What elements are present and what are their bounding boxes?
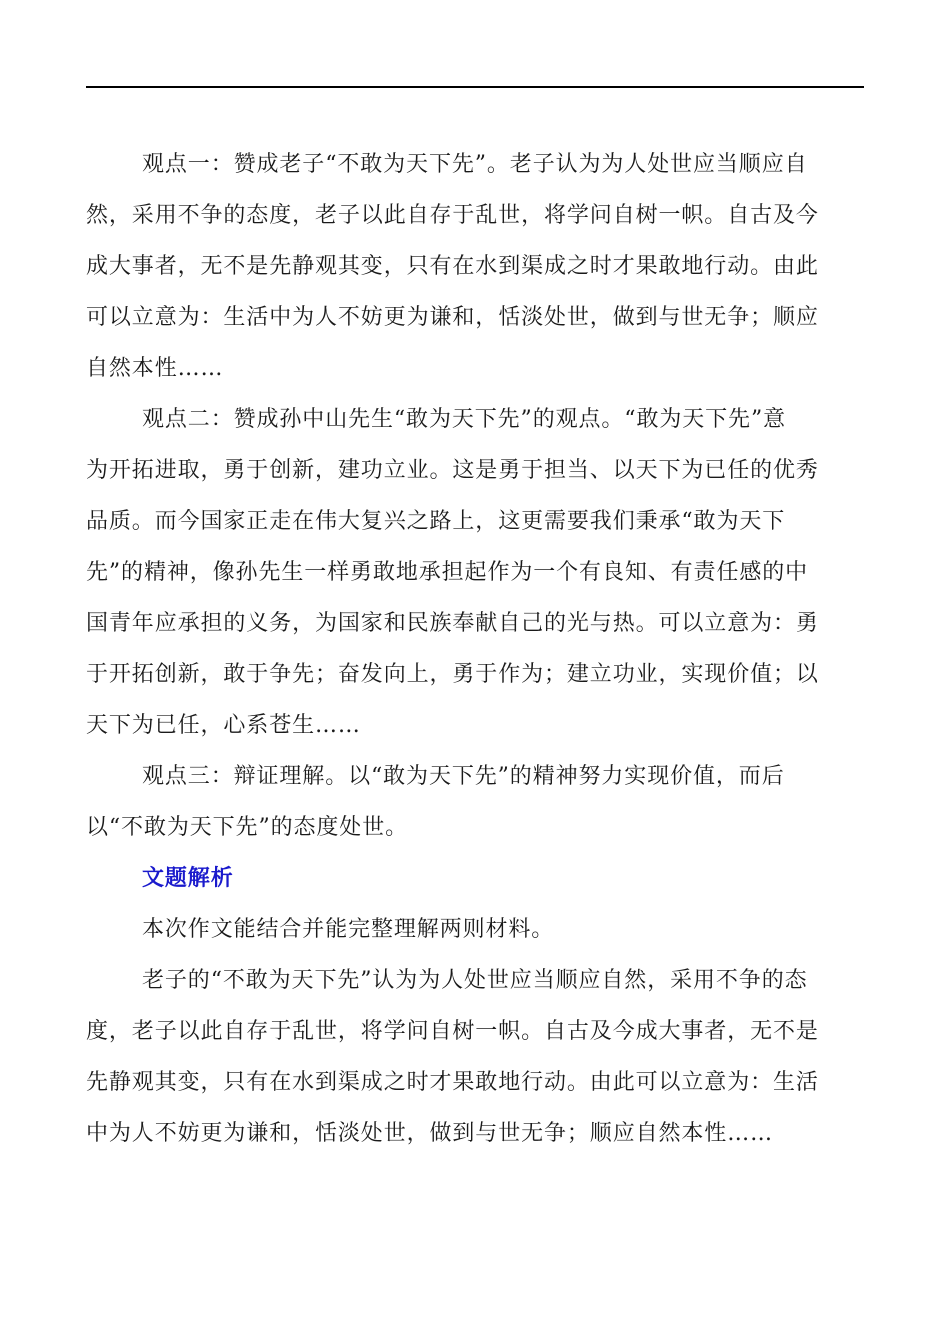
paragraph-line: 然，采用不争的态度，老子以此自存于乱世，将学问自树一帜。自古及今	[86, 203, 819, 228]
paragraph-line: 以“不敢为天下先”的态度处世。	[86, 815, 408, 840]
paragraph-line: 先”的精神，像孙先生一样勇敢地承担起作为一个有良知、有责任感的中	[86, 560, 809, 585]
paragraph-line: 中为人不妨更为谦和，恬淡处世，做到与世无争；顺应自然本性……	[86, 1121, 774, 1146]
paragraph-line: 观点三：辩证理解。以“敢为天下先”的精神努力实现价值，而后	[142, 764, 785, 789]
paragraph-line: 本次作文能结合并能完整理解两则材料。	[142, 917, 555, 942]
paragraph-line: 度，老子以此自存于乱世，将学问自树一帜。自古及今成大事者，无不是	[86, 1019, 819, 1044]
header-rule	[86, 86, 864, 88]
paragraph-line: 观点一：赞成老子“不敢为天下先”。老子认为为人处世应当顺应自	[142, 152, 808, 177]
paragraph-line: 于开拓创新，敢于争先；奋发向上，勇于作为；建立功业，实现价值；以	[86, 662, 819, 687]
section-heading: 文题解析	[142, 866, 234, 891]
paragraph-line: 观点二：赞成孙中山先生“敢为天下先”的观点。“敢为天下先”意	[142, 407, 786, 432]
paragraph-line: 老子的“不敢为天下先”认为为人处世应当顺应自然，采用不争的态	[142, 968, 808, 993]
paragraph-line: 自然本性……	[86, 356, 224, 381]
paragraph-line: 为开拓进取，勇于创新，建功立业。这是勇于担当、以天下为已任的优秀	[86, 458, 819, 483]
paragraph-line: 可以立意为：生活中为人不妨更为谦和，恬淡处世，做到与世无争；顺应	[86, 305, 819, 330]
paragraph-line: 天下为已任，心系苍生……	[86, 713, 361, 738]
paragraph-line: 成大事者，无不是先静观其变，只有在水到渠成之时才果敢地行动。由此	[86, 254, 819, 279]
paragraph-line: 国青年应承担的义务，为国家和民族奉献自己的光与热。可以立意为：勇	[86, 611, 819, 636]
paragraph-line: 先静观其变，只有在水到渠成之时才果敢地行动。由此可以立意为：生活	[86, 1070, 819, 1095]
paragraph-line: 品质。而今国家正走在伟大复兴之路上，这更需要我们秉承“敢为天下	[86, 509, 786, 534]
